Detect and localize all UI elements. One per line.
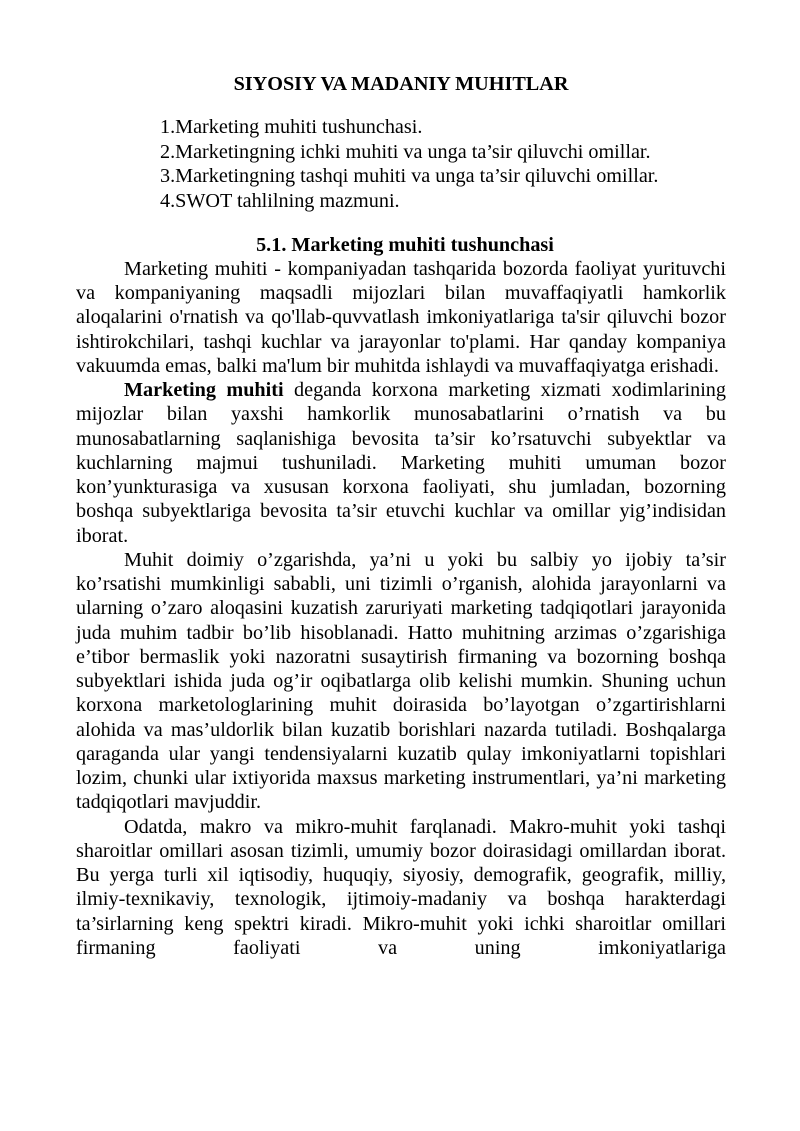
bold-term: Marketing muhiti [124,379,284,402]
paragraph-marketing-environment [76,378,726,548]
contents-item: 4.SWOT tahlilning mazmuni. [160,190,400,213]
document-page [76,72,726,960]
document-title: SIYOSIY VA MADANIY MUHITLAR [233,73,569,95]
contents-item: 3.Marketingning tashqi muhiti va unga ta’sir qiluvchi omillar. [160,165,659,188]
paragraph-macro-micro: Odatda, makro va mikro-muhit farqlanadi. Makro-muhit yoki tashqi sharoitlar omillari asosan tizimli, umumiy bozor doirasidagi omillardan iborat. Bu yerga turli xil iqtisodiy, huquqiy, siyosiy, demografik, geografik, milliy, ilmiy-texnikaviy, texnologik, ijtimoiy-madaniy va boshqa harakterdagi ta’sirlarning keng spektri kiradi. Mikro-muhit yoki ichki sharoitlar omillari firmaning faoliyati va uning imkoniyatlariga [76,815,726,959]
section-heading: 5.1. Marketing muhiti tushunchasi [256,233,554,256]
paragraph-text: deganda korxona marketing xizmati xodimlarining mijozlar bilan yaxshi hamkorlik munosabatlarini o’rnatish va bu munosabatlarning saqlanishiga bevosita ta’sir ko’rsatuvchi subyektlar va kuchlarning majmui tushuniladi. Marketing muhiti umuman bozor kon’yunkturasiga va xususan korxona faoliyati, shu jumladan, bozorning boshqa subyektlariga bevosita ta’sir etuvchi kuchlar va omillar yig’indisidan iborat. [76,379,726,547]
paragraph-definition: Marketing muhiti - kompaniyadan tashqarida bozorda faoliyat yurituvchi va kompaniyaning maqsadli mijozlari bilan muvaffaqiyatli hamkorlik aloqalarini o'rnatish va qo'llab-quvvatlash imkoniyatlariga ta'sir qiluvchi bozor ishtirokchilari, tashqi kuchlar va jarayonlar to'plami. Har qanday kompaniya vakuumda emas, balki ma'lum bir muhitda ishlaydi va muvaffaqiyatga erishadi. [76,257,726,377]
paragraph-environment-change: Muhit doimiy o’zgarishda, ya’ni u yoki bu salbiy yo ijobiy ta’sir ko’rsatishi mumkinligi sababli, uni tizimli o’rganish, alohida jarayonlarni va ularning o’zaro aloqasini kuzatish zaruriyati marketing tadqiqotlari jarayonida juda muhim tadbir bo’lib hisoblanadi. Hatto muhitning arzimas o’zgarishiga e’tibor bermaslik yoki nazoratni susaytirish firmaning va bozorning boshqa subyektlari ishida juda og’ir oqibatlarga olib kelishi mumkin. Shuning uchun korxona marketologlarining muhit doirasida bo’layotgan o’zgartirishlarni alohida va mas’uldorlik bilan kuzatib borishlari nazarda tutiladi. Boshqalarga qaraganda ular yangi tendensiyalarni kuzatib qulay imkoniyatlarni topishlari lozim, chunki ular ixtiyorida maxsus marketing instrumentlari, ya’ni marketing tadqiqotlari mavjuddir. [76,548,726,814]
contents-list [76,115,726,213]
contents-item: 1.Marketing muhiti tushunchasi. [160,116,423,139]
contents-item: 2.Marketingning ichki muhiti va unga ta’sir qiluvchi omillar. [160,140,651,163]
